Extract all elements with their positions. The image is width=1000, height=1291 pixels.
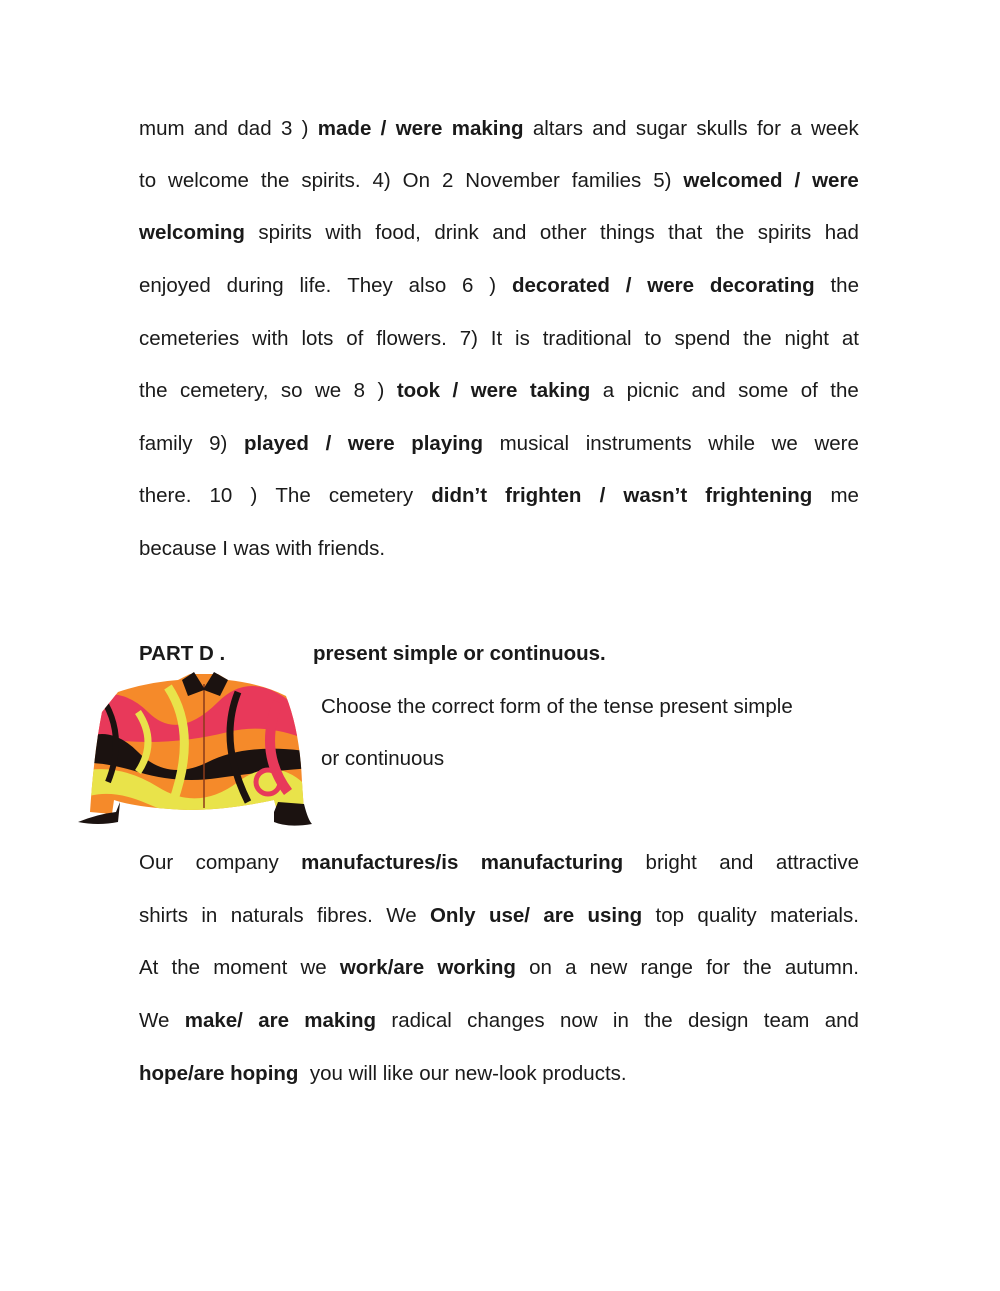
word: 4) [372,169,391,192]
word: on [529,956,552,979]
answer-choice-text: making [451,117,524,140]
answer-choice-text: make/ [184,1009,243,1032]
answer-choice-text: using [587,904,643,927]
answer-choice-text: Only [429,904,476,927]
word: ) [301,117,309,140]
word: the [715,221,745,244]
answer-choice-text: took [396,379,441,402]
word: with [252,327,289,350]
word: spirits [757,221,812,244]
answer-choice-text: manufacturing [480,851,624,874]
word: 7) [459,327,478,350]
word: food, [375,221,421,244]
part-d-title: present simple or continuous. [313,642,606,665]
word: 5) [653,169,672,192]
word: welcome [168,169,249,192]
word: while [708,432,755,455]
word: the [171,956,201,979]
word: we [300,956,327,979]
answer-choice-text: frightening [705,484,813,507]
answer-choice-text: welcomed [683,169,783,192]
word: and [592,117,627,140]
word: musical [499,432,570,455]
answer-choice-text: made [317,117,372,140]
answer-choice-text: were [395,117,443,140]
word: other [539,221,587,244]
word: spirits. [301,169,361,192]
word: family [139,432,193,455]
word: the [830,379,859,402]
word: the [743,956,772,979]
word: November [465,169,560,192]
word: during [226,274,284,297]
word: spend [674,327,731,350]
answer-choice-text: hope/are hoping [139,1062,299,1085]
word: quality [697,904,757,927]
part-d-label: PART D . [139,642,226,665]
word: sugar [635,117,688,140]
word: new [589,956,628,979]
word: to [644,327,662,350]
word: shirts [139,904,188,927]
word: dad [237,117,272,140]
text-line [139,273,859,299]
answer-choice-text: manufactures/is [301,851,459,874]
word: for [706,956,730,979]
word: enjoyed [139,274,211,297]
word: Our [139,851,174,874]
answer-choice-text: didn’t [431,484,488,507]
text-line [139,116,859,142]
answer-choice-text: frighten [505,484,582,507]
text-line [139,1008,859,1034]
text-line [139,168,859,194]
word: things [600,221,655,244]
word: in [201,904,218,927]
word: life. [299,274,332,297]
word: attractive [775,851,859,874]
word: changes [467,1009,545,1032]
word: we [315,379,342,402]
word: the [139,379,168,402]
answer-choice-text: were [647,274,695,297]
word: with [325,221,362,244]
word: were [814,432,859,455]
word: a [565,956,577,979]
word: naturals [230,904,304,927]
answer-choice-text: were [347,432,395,455]
word: cemetery [328,484,414,507]
word: instruments [585,432,692,455]
patterned-shirt-image [78,672,312,834]
word: design [688,1009,749,1032]
word: mum [139,117,185,140]
word: families [571,169,642,192]
word: cemetery, [179,379,269,402]
word: 8 [353,379,366,402]
word: 3 [280,117,293,140]
word: 9) [209,432,228,455]
word: and [193,117,229,140]
word: is [515,327,530,350]
word: at [841,327,859,350]
word: altars [532,117,583,140]
word: On [402,169,431,192]
word: night [784,327,829,350]
answer-choice-text: played [244,432,309,455]
answer-choice-text: are [543,904,575,927]
word: a [790,117,802,140]
word: range [640,956,693,979]
word: traditional [542,327,632,350]
word: ) [377,379,385,402]
word: of [800,379,818,402]
answer-choice-text: playing [411,432,483,455]
word: of [346,327,364,350]
word: 6 [462,274,474,297]
word: ) [489,274,497,297]
answer-choice-text: were [812,169,859,192]
word: in [612,1009,629,1032]
text-line [139,850,859,876]
answer-choice-text: taking [529,379,591,402]
answer-choice-text: / [452,379,459,402]
text-line [139,431,859,457]
answer-choice-text: making [304,1009,377,1032]
word: that [668,221,703,244]
word: we [771,432,798,455]
word: the [260,169,290,192]
text-line [139,903,859,929]
word: We [139,1009,170,1032]
answer-choice-text: decorating [709,274,815,297]
word: there. [139,484,192,507]
word: me [830,484,859,507]
instruction-line-2: or continuous [321,747,445,770]
word: team [763,1009,810,1032]
word: also [408,274,447,297]
answer-choice-text: / [794,169,801,192]
word: and [691,379,726,402]
word: week [810,117,859,140]
word: flowers. [376,327,447,350]
word: drink [434,221,479,244]
word: to [139,169,157,192]
text-segment: because I was with friends. [139,537,386,560]
text-line [139,955,859,981]
word: radical [391,1009,452,1032]
word: picnic [626,379,679,402]
word: and [719,851,754,874]
word: now [559,1009,598,1032]
word: some [738,379,789,402]
word: for [756,117,781,140]
word: bright [645,851,697,874]
word: It [490,327,503,350]
word: cemeteries [139,327,240,350]
word: skulls [696,117,748,140]
word: spirits [258,221,312,244]
word: and [492,221,527,244]
answer-choice-text: / [325,432,332,455]
word: a [602,379,615,402]
instruction-line-1: Choose the correct form of the tense present simple [321,695,793,718]
text-line [139,483,859,509]
answer-choice-text: / [625,274,632,297]
word: top [655,904,685,927]
word: The [275,484,311,507]
answer-choice-text: are [258,1009,289,1032]
text-line [139,220,859,246]
text-line [139,1061,859,1087]
word: company [195,851,279,874]
text-line [139,378,859,404]
answer-choice-text: wasn’t [623,484,688,507]
text-segment: you will like our new-look products. [298,1062,627,1085]
word: 10 [209,484,233,507]
word: so [280,379,303,402]
word: moment [213,956,288,979]
word: At [139,956,159,979]
answer-choice-text: were [470,379,518,402]
answer-choice-text: / [599,484,606,507]
answer-choice-text: use/ [488,904,530,927]
word: They [347,274,393,297]
word: fibres. [317,904,373,927]
answer-choice-text: decorated [511,274,610,297]
word: lots [301,327,334,350]
text-line [139,326,859,352]
answer-choice-text: / [380,117,387,140]
word: and [824,1009,859,1032]
word: the [644,1009,673,1032]
word: autumn. [784,956,859,979]
answer-choice-text: welcoming [139,221,245,244]
text-line [139,536,859,562]
word: 2 [441,169,454,192]
answer-choice-text: work/are [339,956,425,979]
word: ) [250,484,258,507]
answer-choice-text: working [437,956,516,979]
word: We [386,904,417,927]
word: had [824,221,859,244]
word: the [743,327,772,350]
word: materials. [770,904,859,927]
word: the [830,274,859,297]
